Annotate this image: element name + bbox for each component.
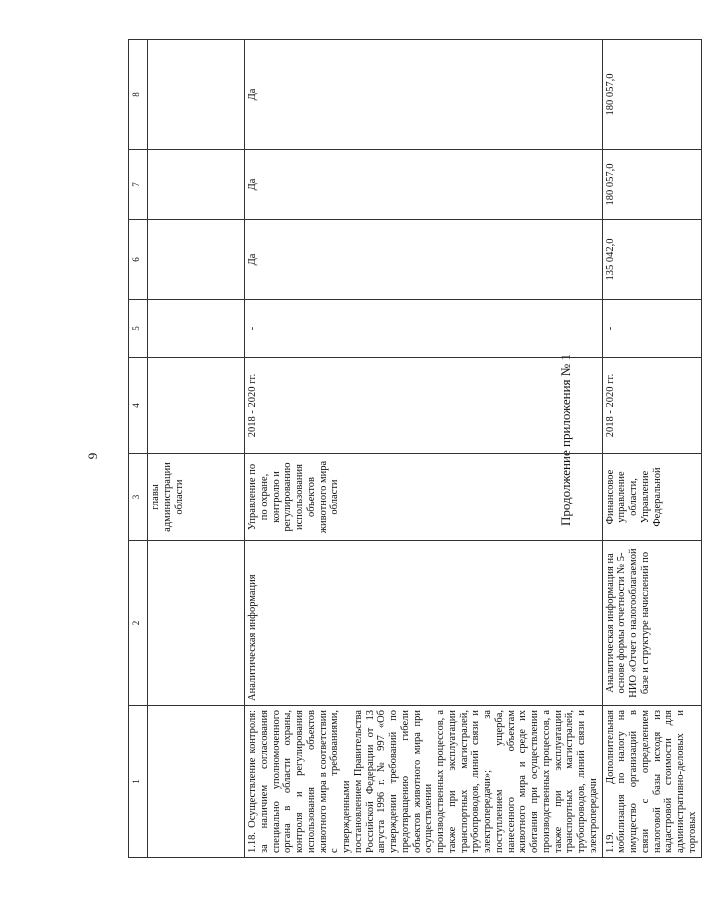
table-cell [148, 706, 245, 858]
table-row [602, 40, 701, 858]
continuation-caption: Продолжение приложения № 1 [558, 354, 573, 526]
measure-cell: 1.19. Дополнительная мобилизация по налогу на имущество организаций в связи с определением налоговой базы исходя из кадастровой стоимости для административно-деловых и торговых [602, 706, 701, 858]
measure-cell: 1.18. Осуществление контроля: за наличием согласования специально уполномоченного органа в области охраны, контроля и регулирования использования объектов животного мира в соответствии с требованиями, утвержденными постановлением Правительства Российской Федерации от 13 августа 1996 г. № 997 «Об утверждении требований по предотвращению гибели объектов животного мира при осуществлении производственных процессов, а также при эксплуатации транспортных магистралей, трубопроводов, линий связи и электропередачи»; за поступлением ущерба, нанесенного объектам животного мира и среде их обитания при осуществлении производственных процессов, а также при эксплуатации транспортных магистралей, трубопроводов, линий связи и электропередачи [245, 706, 603, 858]
header-cell: 2 [129, 541, 148, 706]
value-cell: 180 057,0 [602, 40, 701, 150]
table-cell [148, 358, 245, 454]
responsible-cell: Управление по по охране, контролю и регулированию использования объектов животного мира области [245, 454, 603, 541]
table-cell [148, 40, 245, 150]
value-cell: Да [245, 150, 603, 220]
source-cell: Аналитическая информация на основе формы отчетности № 5-НИО «Отчет о налогооблагаемой базе и структуре начислений по [602, 541, 701, 706]
header-cell: 1 [129, 706, 148, 858]
header-cell: 5 [129, 300, 148, 358]
responsible-cell: Финансовое управление области, Управление Федеральной [602, 454, 701, 541]
value-cell: - [602, 300, 701, 358]
value-cell: 135 042,0 [602, 220, 701, 300]
value-cell: 180 057,0 [602, 150, 701, 220]
value-cell: Да [245, 220, 603, 300]
header-cell: 6 [129, 220, 148, 300]
table-header-row [129, 40, 148, 858]
table-cell [148, 220, 245, 300]
value-cell: Да [245, 40, 603, 150]
header-cell: 7 [129, 150, 148, 220]
period-cell: 2018 - 2020 гг. [602, 358, 701, 454]
table-cell [148, 541, 245, 706]
header-cell: 8 [129, 40, 148, 150]
header-cell: 4 [129, 358, 148, 454]
period-cell: 2018 - 2020 гг. [245, 358, 603, 454]
appendix-table [128, 39, 702, 858]
page-number: 9 [85, 452, 100, 460]
table-row [245, 40, 603, 858]
table-cell [148, 150, 245, 220]
table-row [148, 40, 245, 858]
table-cell: главы администрации области [148, 454, 245, 541]
appendix-table-container [128, 40, 698, 858]
value-cell: - [245, 300, 603, 358]
table-cell [148, 300, 245, 358]
source-cell: Аналитическая информация [245, 541, 603, 706]
header-cell: 3 [129, 454, 148, 541]
